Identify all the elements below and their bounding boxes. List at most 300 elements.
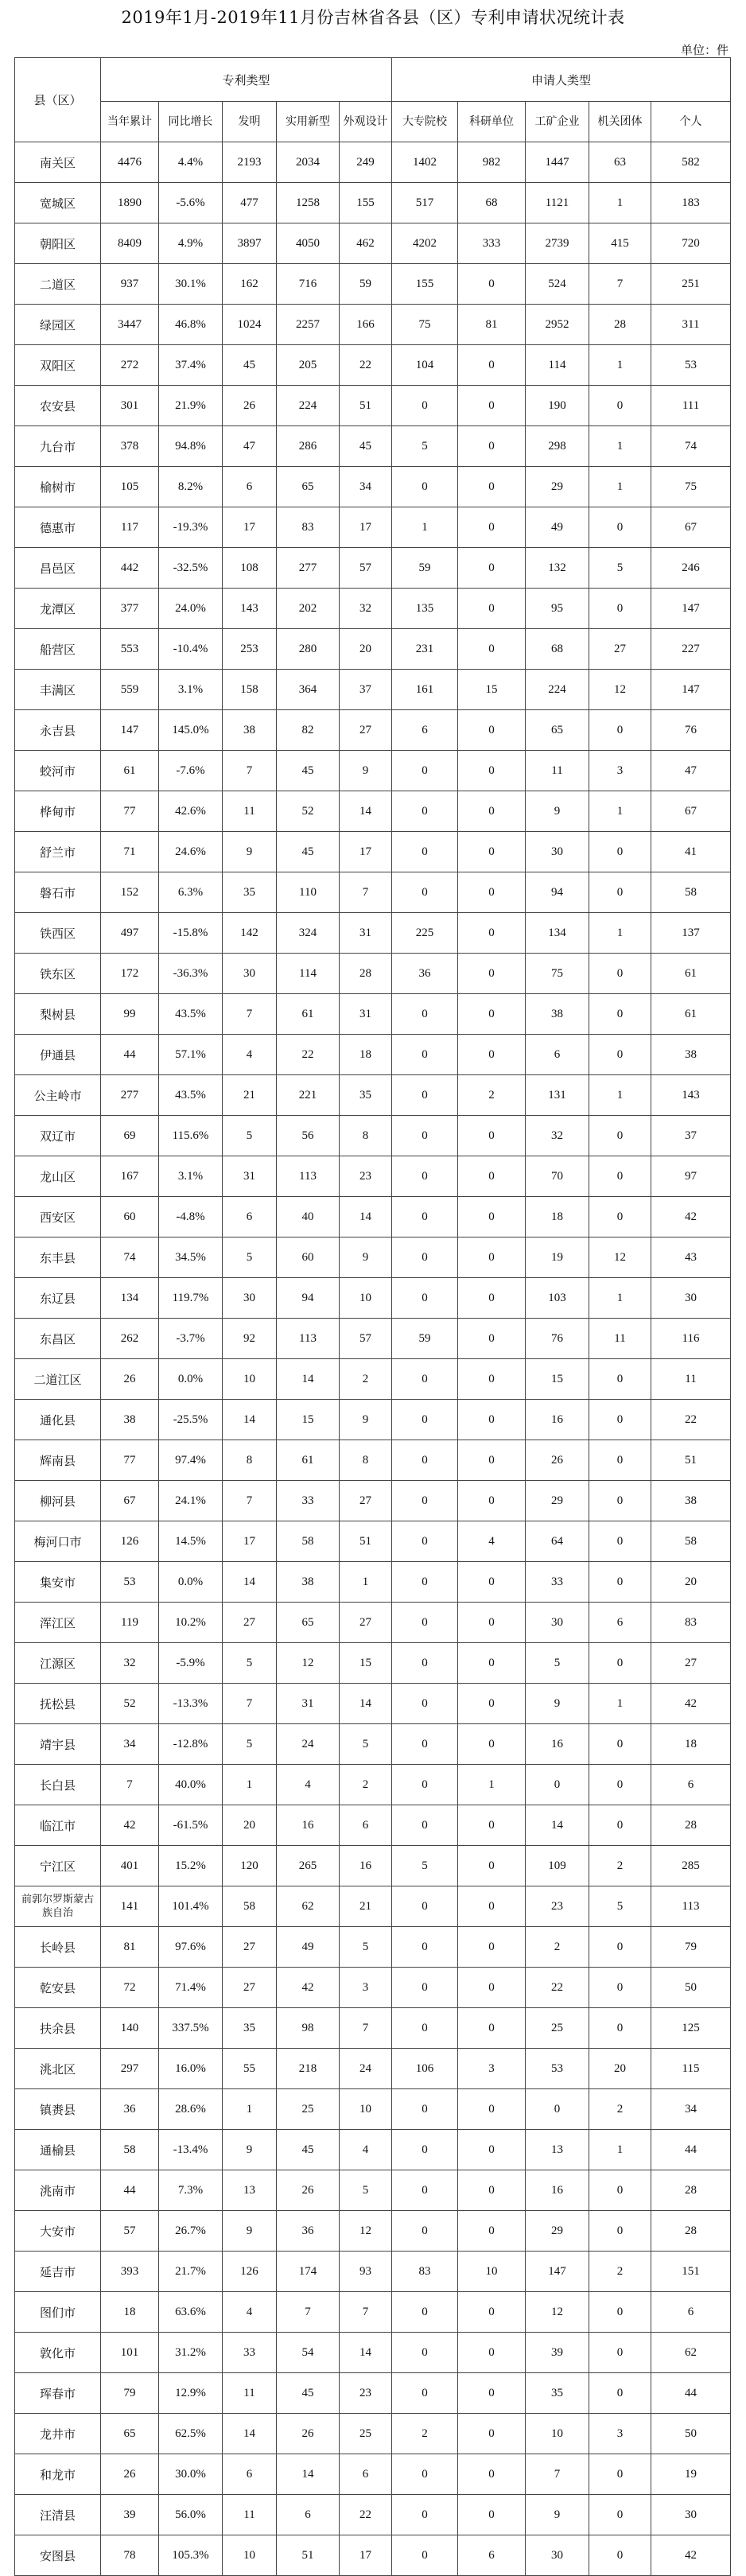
cell-growth: 3.1% [159, 1156, 223, 1197]
cell-enterprise: 16 [526, 1400, 589, 1440]
cell-enterprise: 15 [526, 1359, 589, 1400]
cell-growth: -7.6% [159, 751, 223, 791]
cell-institution: 0 [589, 1968, 651, 2008]
cell-invention: 9 [223, 2211, 277, 2252]
cell-invention: 55 [223, 2049, 277, 2089]
cell-total: 26 [101, 1359, 159, 1400]
cell-research: 0 [458, 1116, 526, 1156]
cell-growth: 42.6% [159, 791, 223, 832]
cell-design: 93 [340, 2252, 392, 2292]
cell-individual: 74 [651, 426, 731, 467]
table-row [15, 589, 731, 629]
cell-region: 永吉县 [15, 710, 101, 751]
table-row [15, 2170, 731, 2211]
cell-institution: 5 [589, 548, 651, 589]
table-row [15, 2454, 731, 2495]
cell-research: 0 [458, 2333, 526, 2373]
cell-region: 江源区 [15, 1643, 101, 1684]
cell-design: 31 [340, 913, 392, 954]
cell-college: 2 [392, 2414, 458, 2454]
cell-individual: 38 [651, 1035, 731, 1075]
cell-utility: 224 [277, 386, 340, 426]
cell-design: 57 [340, 1319, 392, 1359]
cell-college: 0 [392, 1724, 458, 1765]
cell-utility: 26 [277, 2170, 340, 2211]
cell-region: 东辽县 [15, 1278, 101, 1319]
cell-individual: 34 [651, 2089, 731, 2130]
cell-total: 937 [101, 264, 159, 305]
cell-individual: 125 [651, 2008, 731, 2049]
cell-enterprise: 10 [526, 2414, 589, 2454]
cell-individual: 151 [651, 2252, 731, 2292]
cell-research: 0 [458, 264, 526, 305]
header-patent-type: 专利类型 [101, 58, 392, 102]
cell-research: 68 [458, 183, 526, 223]
cell-utility: 277 [277, 548, 340, 589]
table-body [15, 142, 731, 2576]
cell-design: 8 [340, 1116, 392, 1156]
cell-growth: 4.4% [159, 142, 223, 183]
cell-individual: 62 [651, 2333, 731, 2373]
cell-college: 0 [392, 1116, 458, 1156]
cell-design: 28 [340, 954, 392, 994]
cell-research: 2 [458, 1075, 526, 1116]
cell-institution: 0 [589, 1400, 651, 1440]
cell-institution: 3 [589, 751, 651, 791]
cell-invention: 6 [223, 467, 277, 507]
cell-total: 141 [101, 1886, 159, 1927]
table-row [15, 751, 731, 791]
cell-design: 23 [340, 2373, 392, 2414]
cell-total: 57 [101, 2211, 159, 2252]
cell-college: 0 [392, 2333, 458, 2373]
table-row [15, 1765, 731, 1805]
cell-design: 17 [340, 2535, 392, 2576]
cell-region: 长岭县 [15, 1927, 101, 1968]
cell-invention: 4 [223, 2292, 277, 2333]
cell-individual: 47 [651, 751, 731, 791]
cell-total: 39 [101, 2495, 159, 2535]
cell-region: 汪清县 [15, 2495, 101, 2535]
cell-invention: 5 [223, 1237, 277, 1278]
cell-utility: 324 [277, 913, 340, 954]
cell-college: 0 [392, 386, 458, 426]
cell-invention: 9 [223, 2130, 277, 2170]
cell-institution: 20 [589, 2049, 651, 2089]
cell-region: 舒兰市 [15, 832, 101, 872]
table-row [15, 2414, 731, 2454]
cell-institution: 415 [589, 223, 651, 264]
cell-design: 4 [340, 2130, 392, 2170]
cell-total: 77 [101, 1440, 159, 1481]
cell-college: 0 [392, 1440, 458, 1481]
cell-growth: 337.5% [159, 2008, 223, 2049]
table-row [15, 1927, 731, 1968]
table-row [15, 832, 731, 872]
cell-design: 17 [340, 832, 392, 872]
cell-utility: 221 [277, 1075, 340, 1116]
cell-design: 6 [340, 2454, 392, 2495]
cell-utility: 42 [277, 1968, 340, 2008]
cell-region: 扶余县 [15, 2008, 101, 2049]
cell-region: 龙潭区 [15, 589, 101, 629]
cell-invention: 142 [223, 913, 277, 954]
cell-total: 101 [101, 2333, 159, 2373]
table-row [15, 2211, 731, 2252]
cell-growth: 34.5% [159, 1237, 223, 1278]
cell-invention: 14 [223, 1562, 277, 1603]
cell-total: 44 [101, 2170, 159, 2211]
header-growth: 同比增长 [159, 102, 223, 142]
cell-individual: 38 [651, 1481, 731, 1521]
cell-growth: 43.5% [159, 1075, 223, 1116]
cell-region: 磐石市 [15, 872, 101, 913]
table-row [15, 1481, 731, 1521]
cell-region: 农安县 [15, 386, 101, 426]
cell-design: 23 [340, 1156, 392, 1197]
cell-individual: 720 [651, 223, 731, 264]
table-row [15, 2292, 731, 2333]
cell-individual: 143 [651, 1075, 731, 1116]
cell-growth: -25.5% [159, 1400, 223, 1440]
cell-utility: 45 [277, 2373, 340, 2414]
cell-individual: 41 [651, 832, 731, 872]
cell-institution: 0 [589, 994, 651, 1035]
cell-growth: 43.5% [159, 994, 223, 1035]
cell-institution: 2 [589, 2089, 651, 2130]
cell-utility: 33 [277, 1481, 340, 1521]
cell-research: 0 [458, 1968, 526, 2008]
cell-invention: 8 [223, 1440, 277, 1481]
cell-enterprise: 109 [526, 1846, 589, 1886]
cell-enterprise: 2952 [526, 305, 589, 345]
cell-enterprise: 70 [526, 1156, 589, 1197]
cell-college: 231 [392, 629, 458, 670]
cell-invention: 13 [223, 2170, 277, 2211]
cell-total: 61 [101, 751, 159, 791]
cell-enterprise: 5 [526, 1643, 589, 1684]
cell-design: 37 [340, 670, 392, 710]
cell-individual: 251 [651, 264, 731, 305]
cell-region: 集安市 [15, 1562, 101, 1603]
cell-design: 51 [340, 386, 392, 426]
table-row [15, 548, 731, 589]
cell-institution: 1 [589, 1278, 651, 1319]
cell-college: 0 [392, 1968, 458, 2008]
cell-enterprise: 2739 [526, 223, 589, 264]
cell-individual: 30 [651, 2495, 731, 2535]
cell-research: 0 [458, 872, 526, 913]
cell-total: 117 [101, 507, 159, 548]
cell-individual: 285 [651, 1846, 731, 1886]
cell-institution: 0 [589, 954, 651, 994]
cell-individual: 11 [651, 1359, 731, 1400]
cell-individual: 76 [651, 710, 731, 751]
cell-institution: 0 [589, 872, 651, 913]
cell-individual: 43 [651, 1237, 731, 1278]
cell-utility: 49 [277, 1927, 340, 1968]
cell-design: 2 [340, 1765, 392, 1805]
cell-individual: 53 [651, 345, 731, 386]
cell-research: 0 [458, 2414, 526, 2454]
cell-research: 0 [458, 2454, 526, 2495]
cell-region: 梨树县 [15, 994, 101, 1035]
cell-design: 155 [340, 183, 392, 223]
cell-growth: 97.6% [159, 1927, 223, 1968]
header-invention: 发明 [223, 102, 277, 142]
table-row [15, 264, 731, 305]
cell-utility: 4050 [277, 223, 340, 264]
cell-design: 12 [340, 2211, 392, 2252]
cell-region: 双阳区 [15, 345, 101, 386]
cell-region: 宽城区 [15, 183, 101, 223]
table-row [15, 994, 731, 1035]
cell-utility: 62 [277, 1886, 340, 1927]
header-total: 当年累计 [101, 102, 159, 142]
cell-individual: 50 [651, 1968, 731, 2008]
cell-region: 长白县 [15, 1765, 101, 1805]
cell-region: 敦化市 [15, 2333, 101, 2373]
cell-institution: 27 [589, 629, 651, 670]
cell-individual: 6 [651, 1765, 731, 1805]
cell-total: 1890 [101, 183, 159, 223]
cell-region: 南关区 [15, 142, 101, 183]
cell-design: 27 [340, 710, 392, 751]
table-row [15, 791, 731, 832]
cell-growth: 24.6% [159, 832, 223, 872]
cell-region: 珲春市 [15, 2373, 101, 2414]
cell-college: 0 [392, 2008, 458, 2049]
cell-individual: 22 [651, 1400, 731, 1440]
cell-research: 0 [458, 2292, 526, 2333]
cell-enterprise: 39 [526, 2333, 589, 2373]
cell-enterprise: 16 [526, 2170, 589, 2211]
cell-total: 78 [101, 2535, 159, 2576]
cell-research: 0 [458, 2495, 526, 2535]
cell-enterprise: 29 [526, 2211, 589, 2252]
cell-total: 34 [101, 1724, 159, 1765]
cell-invention: 10 [223, 1359, 277, 1400]
cell-utility: 82 [277, 710, 340, 751]
cell-institution: 0 [589, 832, 651, 872]
cell-design: 5 [340, 2170, 392, 2211]
cell-enterprise: 132 [526, 548, 589, 589]
cell-research: 0 [458, 2373, 526, 2414]
table-row [15, 1724, 731, 1765]
cell-enterprise: 6 [526, 1035, 589, 1075]
cell-institution: 1 [589, 426, 651, 467]
cell-total: 3447 [101, 305, 159, 345]
cell-growth: -13.4% [159, 2130, 223, 2170]
cell-growth: -10.4% [159, 629, 223, 670]
cell-individual: 97 [651, 1156, 731, 1197]
cell-individual: 311 [651, 305, 731, 345]
cell-utility: 16 [277, 1805, 340, 1846]
cell-total: 53 [101, 1562, 159, 1603]
cell-design: 7 [340, 2008, 392, 2049]
cell-invention: 31 [223, 1156, 277, 1197]
cell-institution: 0 [589, 1359, 651, 1400]
cell-enterprise: 9 [526, 791, 589, 832]
cell-utility: 36 [277, 2211, 340, 2252]
cell-invention: 30 [223, 954, 277, 994]
cell-growth: 3.1% [159, 670, 223, 710]
cell-invention: 14 [223, 2414, 277, 2454]
cell-region: 梅河口市 [15, 1521, 101, 1562]
cell-region: 洮北区 [15, 2049, 101, 2089]
cell-research: 0 [458, 1319, 526, 1359]
cell-research: 0 [458, 1481, 526, 1521]
cell-design: 3 [340, 1968, 392, 2008]
cell-individual: 582 [651, 142, 731, 183]
cell-invention: 35 [223, 2008, 277, 2049]
cell-college: 517 [392, 183, 458, 223]
cell-region: 辉南县 [15, 1440, 101, 1481]
cell-design: 9 [340, 1237, 392, 1278]
cell-enterprise: 23 [526, 1886, 589, 1927]
cell-individual: 147 [651, 589, 731, 629]
cell-growth: 4.9% [159, 223, 223, 264]
cell-growth: 26.7% [159, 2211, 223, 2252]
cell-design: 6 [340, 1805, 392, 1846]
cell-college: 0 [392, 1075, 458, 1116]
cell-region: 桦甸市 [15, 791, 101, 832]
cell-research: 0 [458, 832, 526, 872]
cell-college: 0 [392, 1156, 458, 1197]
page-title: 2019年1月-2019年11月份吉林省各县（区）专利申请状况统计表 [121, 8, 625, 27]
cell-institution: 0 [589, 1927, 651, 1968]
cell-utility: 60 [277, 1237, 340, 1278]
table-row [15, 2008, 731, 2049]
cell-enterprise: 29 [526, 467, 589, 507]
cell-growth: 63.6% [159, 2292, 223, 2333]
cell-individual: 227 [651, 629, 731, 670]
cell-enterprise: 2 [526, 1927, 589, 1968]
cell-institution: 5 [589, 1886, 651, 1927]
cell-individual: 28 [651, 1805, 731, 1846]
cell-invention: 27 [223, 1968, 277, 2008]
cell-invention: 108 [223, 548, 277, 589]
table-row [15, 2252, 731, 2292]
cell-individual: 50 [651, 2414, 731, 2454]
table-row [15, 1400, 731, 1440]
cell-research: 0 [458, 1643, 526, 1684]
cell-utility: 4 [277, 1765, 340, 1805]
table-row [15, 426, 731, 467]
cell-region: 通化县 [15, 1400, 101, 1440]
cell-college: 83 [392, 2252, 458, 2292]
cell-design: 9 [340, 1400, 392, 1440]
cell-invention: 7 [223, 1481, 277, 1521]
cell-research: 0 [458, 1805, 526, 1846]
cell-enterprise: 0 [526, 2089, 589, 2130]
cell-invention: 47 [223, 426, 277, 467]
cell-invention: 11 [223, 2373, 277, 2414]
cell-research: 0 [458, 1278, 526, 1319]
cell-total: 18 [101, 2292, 159, 2333]
cell-enterprise: 114 [526, 345, 589, 386]
table-row [15, 2495, 731, 2535]
table-row [15, 467, 731, 507]
cell-institution: 0 [589, 2454, 651, 2495]
cell-utility: 58 [277, 1521, 340, 1562]
table-row [15, 1075, 731, 1116]
header-design: 外观设计 [340, 102, 392, 142]
cell-total: 32 [101, 1643, 159, 1684]
cell-individual: 28 [651, 2211, 731, 2252]
table-row [15, 629, 731, 670]
cell-institution: 0 [589, 1765, 651, 1805]
cell-total: 126 [101, 1521, 159, 1562]
cell-utility: 45 [277, 2130, 340, 2170]
cell-individual: 42 [651, 1684, 731, 1724]
cell-research: 0 [458, 913, 526, 954]
cell-research: 0 [458, 1886, 526, 1927]
cell-design: 22 [340, 2495, 392, 2535]
cell-invention: 477 [223, 183, 277, 223]
cell-growth: 115.6% [159, 1116, 223, 1156]
header-individual: 个人 [651, 102, 731, 142]
cell-total: 26 [101, 2454, 159, 2495]
cell-institution: 0 [589, 2211, 651, 2252]
cell-enterprise: 7 [526, 2454, 589, 2495]
cell-college: 59 [392, 1319, 458, 1359]
cell-region: 朝阳区 [15, 223, 101, 264]
cell-utility: 716 [277, 264, 340, 305]
cell-individual: 42 [651, 2535, 731, 2576]
cell-enterprise: 12 [526, 2292, 589, 2333]
cell-individual: 27 [651, 1643, 731, 1684]
cell-research: 0 [458, 1359, 526, 1400]
cell-individual: 246 [651, 548, 731, 589]
cell-region: 东昌区 [15, 1319, 101, 1359]
table-row [15, 1968, 731, 2008]
cell-region: 双辽市 [15, 1116, 101, 1156]
cell-college: 0 [392, 1805, 458, 1846]
cell-research: 0 [458, 2089, 526, 2130]
cell-institution: 0 [589, 1643, 651, 1684]
cell-college: 0 [392, 2454, 458, 2495]
cell-research: 0 [458, 1684, 526, 1724]
cell-enterprise: 64 [526, 1521, 589, 1562]
cell-research: 0 [458, 507, 526, 548]
table-row [15, 670, 731, 710]
cell-design: 45 [340, 426, 392, 467]
cell-growth: 7.3% [159, 2170, 223, 2211]
cell-utility: 40 [277, 1197, 340, 1237]
cell-total: 377 [101, 589, 159, 629]
cell-enterprise: 35 [526, 2373, 589, 2414]
cell-institution: 0 [589, 1116, 651, 1156]
cell-growth: 12.9% [159, 2373, 223, 2414]
table-row [15, 710, 731, 751]
cell-utility: 265 [277, 1846, 340, 1886]
cell-region: 宁江区 [15, 1846, 101, 1886]
cell-total: 69 [101, 1116, 159, 1156]
cell-utility: 364 [277, 670, 340, 710]
cell-research: 0 [458, 1927, 526, 1968]
cell-utility: 54 [277, 2333, 340, 2373]
cell-enterprise: 18 [526, 1197, 589, 1237]
cell-total: 442 [101, 548, 159, 589]
cell-enterprise: 1121 [526, 183, 589, 223]
cell-design: 57 [340, 548, 392, 589]
cell-total: 297 [101, 2049, 159, 2089]
cell-invention: 7 [223, 1684, 277, 1724]
cell-enterprise: 30 [526, 832, 589, 872]
cell-institution: 1 [589, 791, 651, 832]
header-enterprise: 工矿企业 [526, 102, 589, 142]
